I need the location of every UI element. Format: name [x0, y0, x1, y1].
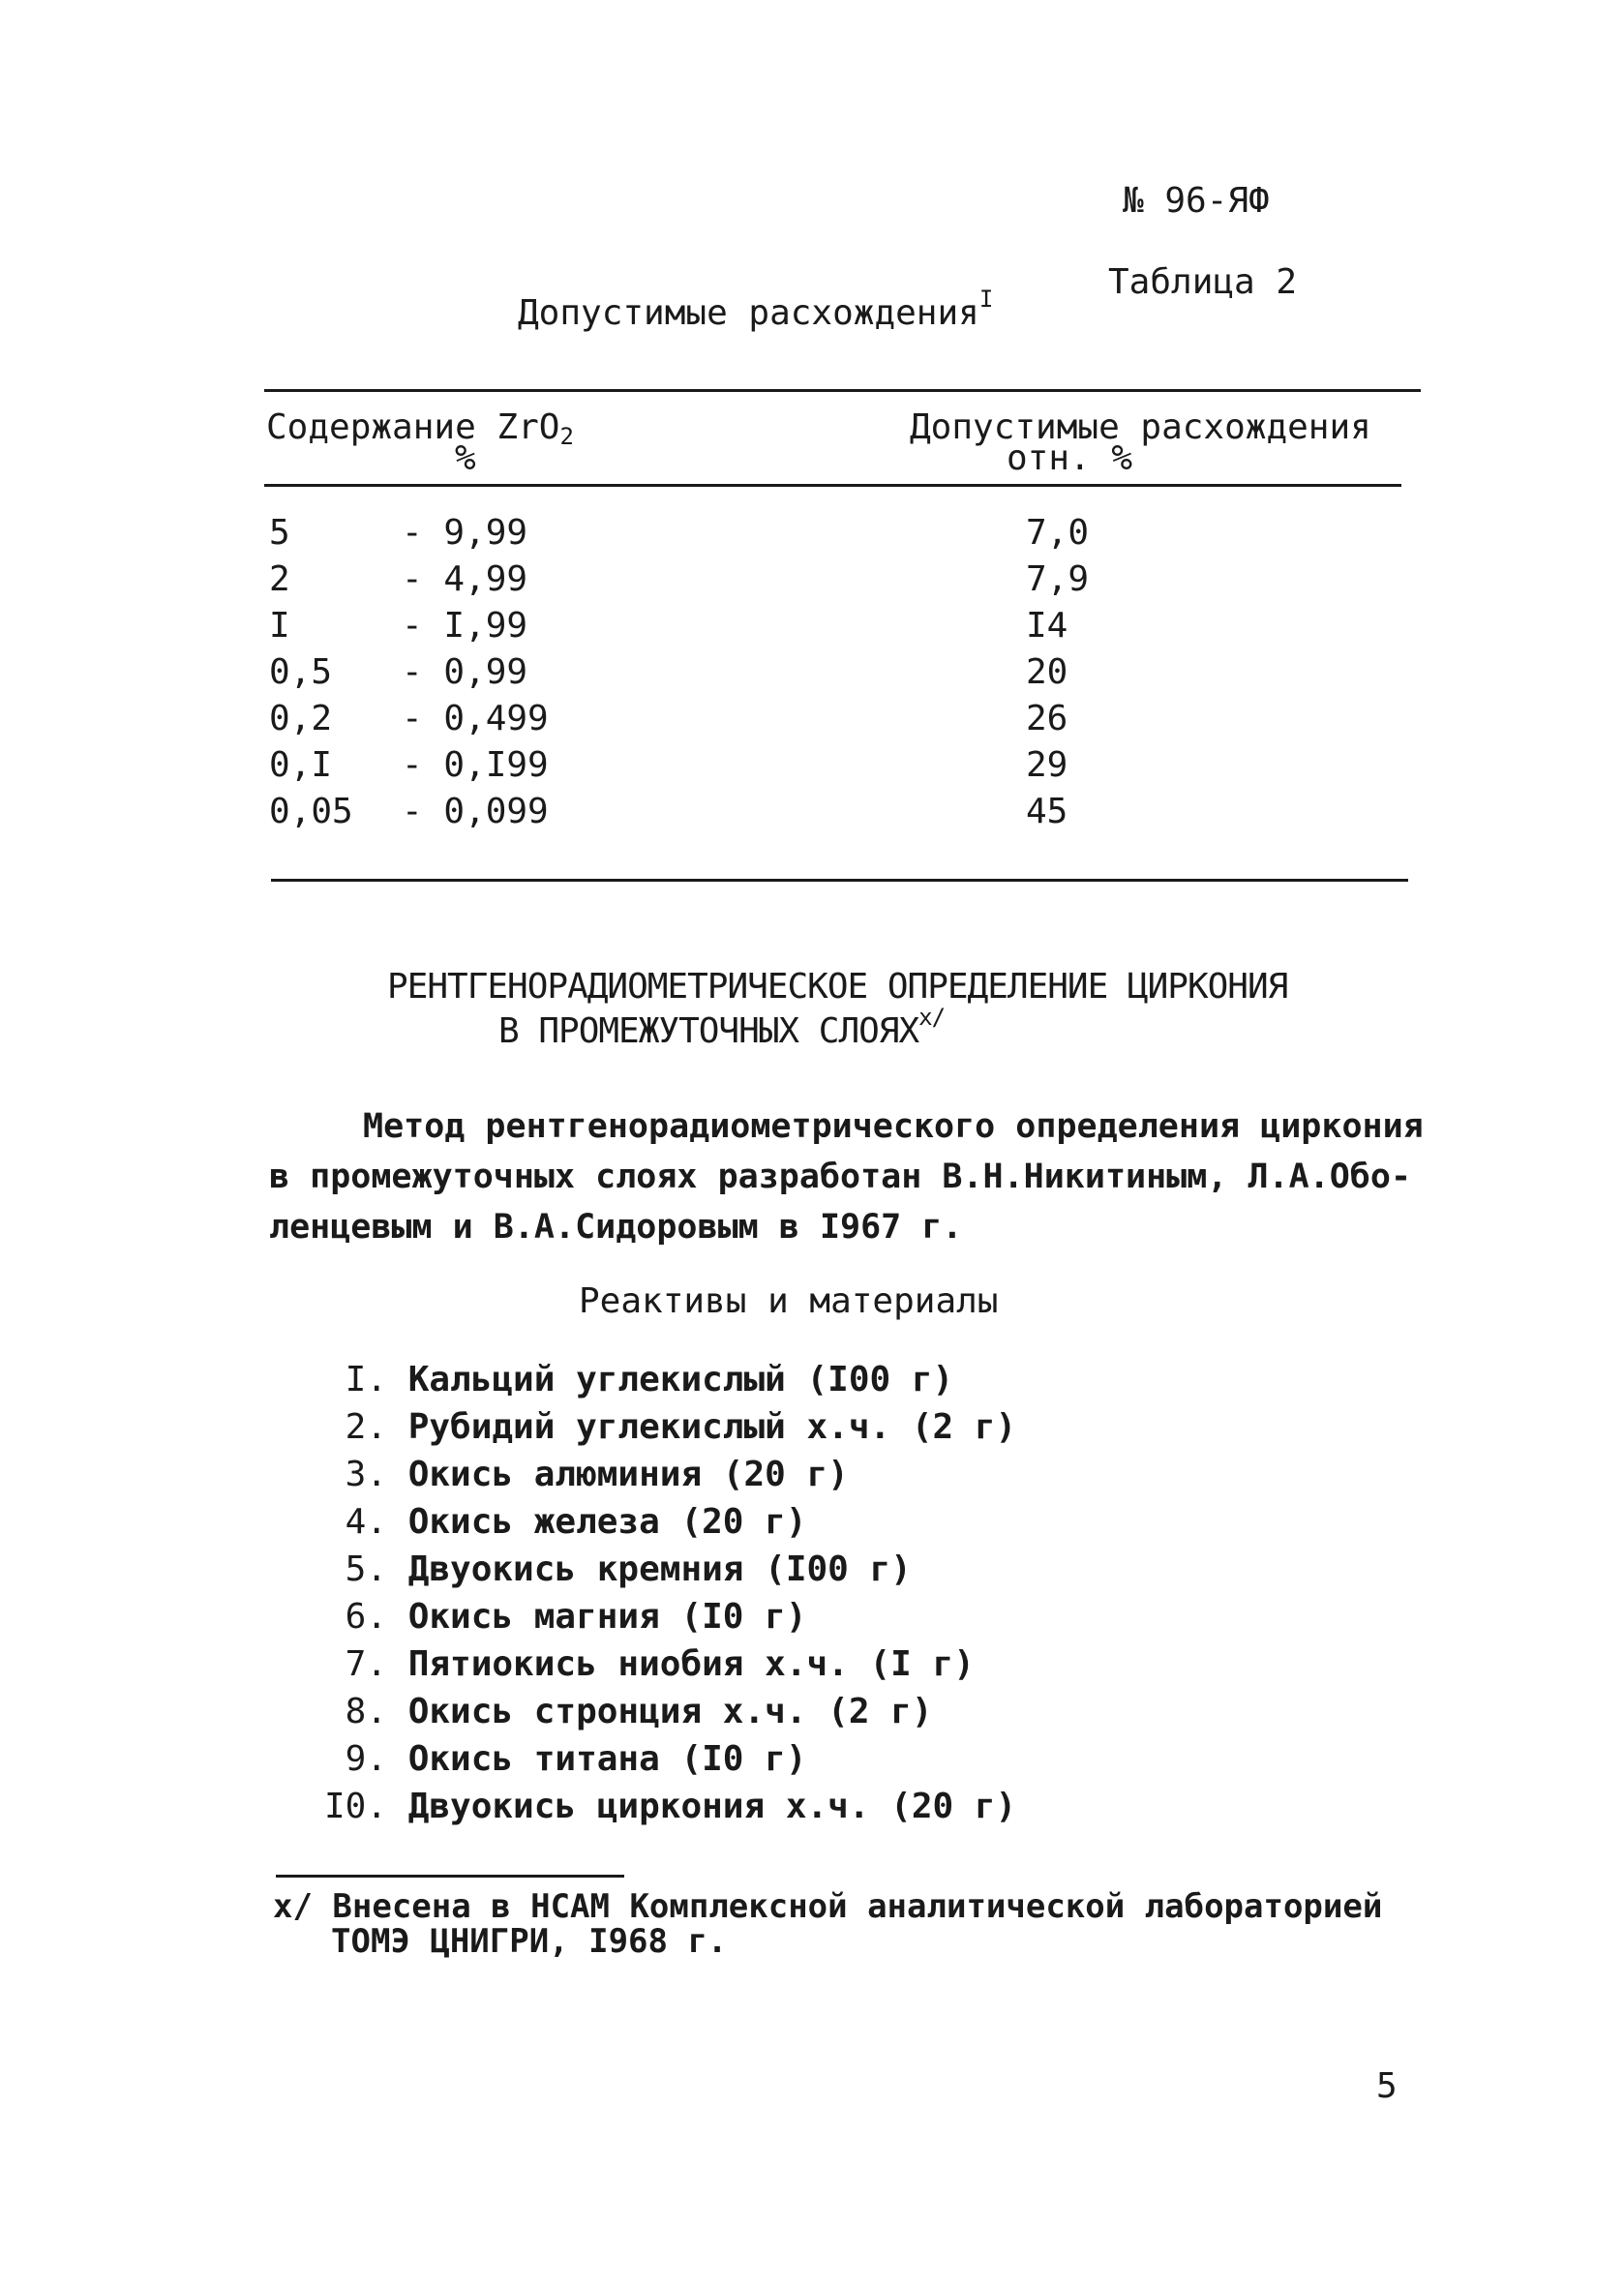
list-item	[319, 1452, 849, 1498]
list-item-number: I.	[345, 1360, 387, 1399]
list-item	[319, 1736, 807, 1783]
col1-header	[266, 405, 574, 451]
table-label: Таблица 2	[1108, 262, 1298, 302]
list-item-number: 2.	[345, 1407, 387, 1447]
table-title-footnote-mark: I	[978, 286, 994, 313]
tolerance-value: 20	[1026, 652, 1068, 692]
table-bottom-rule	[271, 879, 1408, 882]
range-from: 0,05	[269, 792, 353, 831]
list-item-number: 3.	[345, 1455, 387, 1494]
list-item	[319, 1784, 1016, 1830]
tolerance-value: 26	[1026, 699, 1068, 738]
materials-subheading: Реактивы и материалы	[579, 1281, 999, 1321]
col1-unit: %	[455, 438, 476, 478]
range-from: I	[269, 606, 290, 646]
list-item-number: 6.	[345, 1597, 387, 1637]
col2-header: Допустимые расхождения	[910, 407, 1371, 447]
list-item-text: Окись алюминия (20 г)	[407, 1455, 849, 1494]
section-heading-line-1: РЕНТГЕНОРАДИОМЕТРИЧЕСКОЕ ОПРЕДЕЛЕНИЕ ЦИРКОНИЯ	[387, 967, 1288, 1007]
tolerance-value: I4	[1026, 606, 1068, 646]
list-item-number: 7.	[345, 1644, 387, 1684]
list-item-text: Двуокись циркония х.ч. (20 г)	[407, 1787, 1017, 1826]
col1-header-text: Содержание ZrO	[266, 407, 560, 447]
range-from: 0,I	[269, 745, 333, 785]
col2-subheader: отн. %	[1007, 438, 1133, 478]
range-from: 0,2	[269, 699, 333, 738]
paragraph-line-1: Метод рентгенорадиометрического определения циркония	[363, 1107, 1424, 1146]
range-from: 0,5	[269, 652, 333, 692]
range-to: - 0,I99	[402, 745, 549, 785]
list-item-text: Окись стронция х.ч. (2 г)	[407, 1692, 933, 1731]
list-item	[319, 1547, 912, 1593]
section-heading-line-2	[498, 1004, 946, 1053]
range-to: - 0,099	[402, 792, 549, 831]
list-item	[319, 1689, 933, 1735]
list-item-text: Рубидий углекислый х.ч. (2 г)	[407, 1407, 1017, 1447]
list-item	[319, 1594, 807, 1640]
table-top-rule	[264, 389, 1421, 392]
range-to: - 4,99	[402, 559, 528, 599]
footnote-separator	[276, 1875, 624, 1878]
list-item-number: 5.	[345, 1549, 387, 1589]
list-item	[319, 1357, 953, 1403]
tolerance-value: 7,0	[1026, 513, 1090, 553]
tolerance-value: 29	[1026, 745, 1068, 785]
tolerance-value: 7,9	[1026, 559, 1090, 599]
list-item-text: Пятиокись ниобия х.ч. (I г)	[407, 1644, 975, 1684]
tolerance-value: 45	[1026, 792, 1068, 831]
section-heading-footnote-mark: x/	[918, 1004, 946, 1031]
table-title-text: Допустимые расхождения	[518, 293, 979, 333]
list-item	[319, 1404, 1016, 1451]
range-to: - 9,99	[402, 513, 528, 553]
document-number: № 96-ЯФ	[1123, 181, 1270, 221]
section-heading-line-2-text: В ПРОМЕЖУТОЧНЫХ СЛОЯХ	[498, 1011, 919, 1051]
list-item-text: Окись титана (I0 г)	[407, 1739, 807, 1779]
list-item-text: Кальций углекислый (I00 г)	[407, 1360, 954, 1399]
range-from: 5	[269, 513, 290, 553]
list-item-text: Окись магния (I0 г)	[407, 1597, 807, 1637]
col1-header-subscript: 2	[559, 423, 574, 450]
range-to: - I,99	[402, 606, 528, 646]
list-item-number: 8.	[345, 1692, 387, 1731]
paragraph-line-2: в промежуточных слоях разработан В.Н.Никитиным, Л.А.Обо-	[269, 1158, 1412, 1196]
range-from: 2	[269, 559, 290, 599]
range-to: - 0,499	[402, 699, 549, 738]
paragraph-line-3: ленцевым и В.А.Сидоровым в I967 г.	[269, 1208, 963, 1247]
range-to: - 0,99	[402, 652, 528, 692]
list-item-number: I0.	[323, 1787, 387, 1826]
list-item-number: 4.	[345, 1502, 387, 1542]
footnote-line-1: x/ Внесена в НСАМ Комплексной аналитической лабораторией	[273, 1887, 1383, 1926]
footnote-line-2: ТОМЭ ЦНИГРИ, I968 г.	[331, 1922, 728, 1961]
page-number: 5	[1376, 2066, 1398, 2106]
list-item-number: 9.	[345, 1739, 387, 1779]
list-item	[319, 1499, 807, 1546]
table-title	[518, 286, 994, 335]
table-header-rule	[264, 484, 1401, 487]
list-item	[319, 1641, 975, 1688]
list-item-text: Окись железа (20 г)	[407, 1502, 807, 1542]
list-item-text: Двуокись кремния (I00 г)	[407, 1549, 912, 1589]
